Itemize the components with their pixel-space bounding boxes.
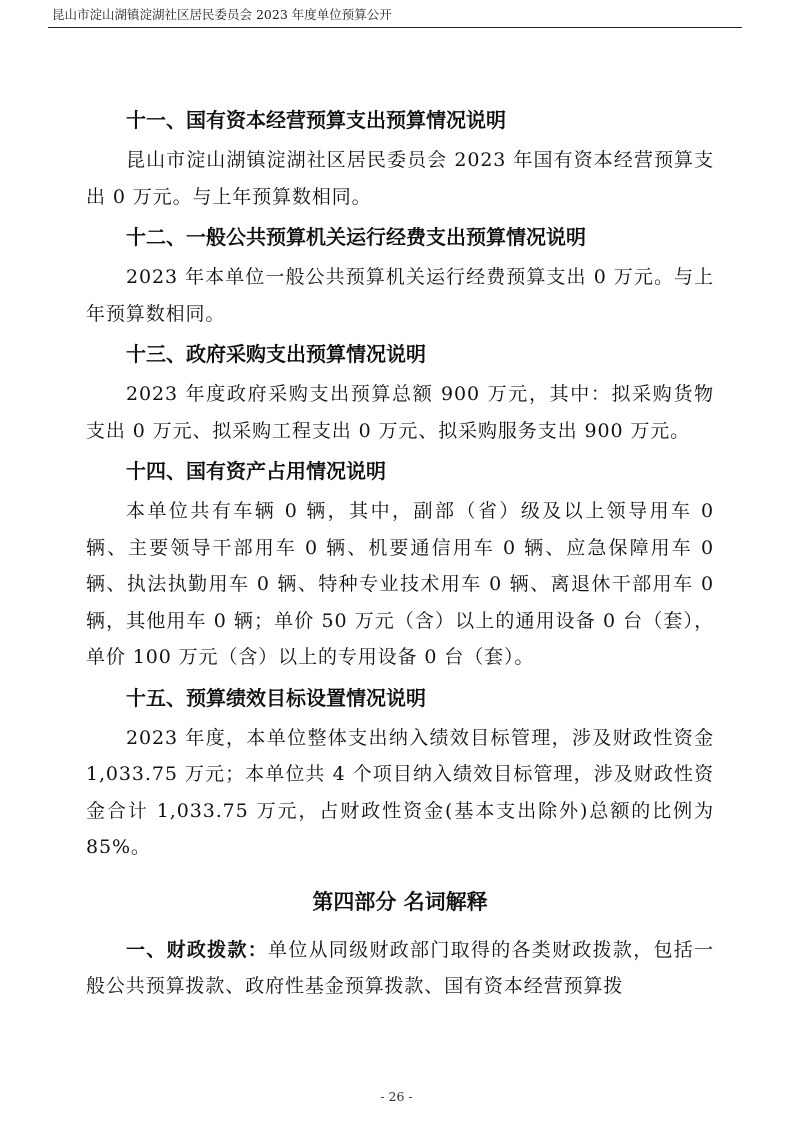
- section-heading: 十四、国有资产占用情况说明: [126, 459, 386, 483]
- header-title: 昆山市淀山湖镇淀湖社区居民委员会 2023 年度单位预算公开: [52, 7, 392, 22]
- section-state-capital-budget: [86, 98, 714, 215]
- section-paragraph: 本单位共有车辆 0 辆，其中，副部（省）级及以上领导用车 0 辆、主要领导干部用车 0 辆、机要通信用车 0 辆、应急保障用车 0 辆、执法执勤用车 0 辆、特种专业技术用车 0 辆、离退休干部用车 0 辆，其他用车 0 辆；单价 50 万元（含）以上的通用设备 0 台（套），单价 100 万元（含）以上的专用设备 0 台（套）。: [86, 500, 714, 668]
- term-definition: [86, 932, 714, 1005]
- section-heading: 十二、一般公共预算机关运行经费支出预算情况说明: [126, 225, 586, 249]
- section-government-procurement: [86, 332, 714, 449]
- term-label: 一、财政拨款：: [126, 938, 269, 961]
- section-heading: 十三、政府采购支出预算情况说明: [126, 342, 426, 366]
- page-footer: [0, 1089, 793, 1104]
- header-divider: [48, 27, 742, 28]
- page-header: [52, 6, 742, 24]
- term-text: 单位从同级财政部门取得的各类财政拨款，包括一般公共预算拨款、政府性基金预算拨款、国有资本经营预算拨: [86, 938, 714, 997]
- section-heading: 十一、国有资本经营预算支出预算情况说明: [126, 108, 506, 132]
- document-body: [86, 98, 714, 1005]
- section-performance-targets: [86, 676, 714, 866]
- part-title: 第四部分 名词解释: [312, 889, 488, 914]
- section-paragraph: 2023 年度政府采购支出预算总额 900 万元，其中：拟采购货物支出 0 万元、拟采购工程支出 0 万元、拟采购服务支出 900 万元。: [86, 383, 714, 442]
- section-operating-expenses: [86, 215, 714, 332]
- section-heading: 十五、预算绩效目标设置情况说明: [126, 685, 426, 710]
- section-paragraph: 昆山市淀山湖镇淀湖社区居民委员会 2023 年国有资本经营预算支出 0 万元。与上年预算数相同。: [86, 149, 714, 208]
- section-state-assets: [86, 449, 714, 676]
- section-paragraph: 2023 年度，本单位整体支出纳入绩效目标管理，涉及财政性资金 1,033.75 万元；本单位共 4 个项目纳入绩效目标管理，涉及财政性资金合计 1,033.75 万元，占财政性资金(基本支出除外)总额的比例为 85%。: [86, 726, 714, 858]
- page-number: - 26 -: [380, 1089, 413, 1104]
- section-paragraph: 2023 年本单位一般公共预算机关运行经费预算支出 0 万元。与上年预算数相同。: [86, 266, 714, 325]
